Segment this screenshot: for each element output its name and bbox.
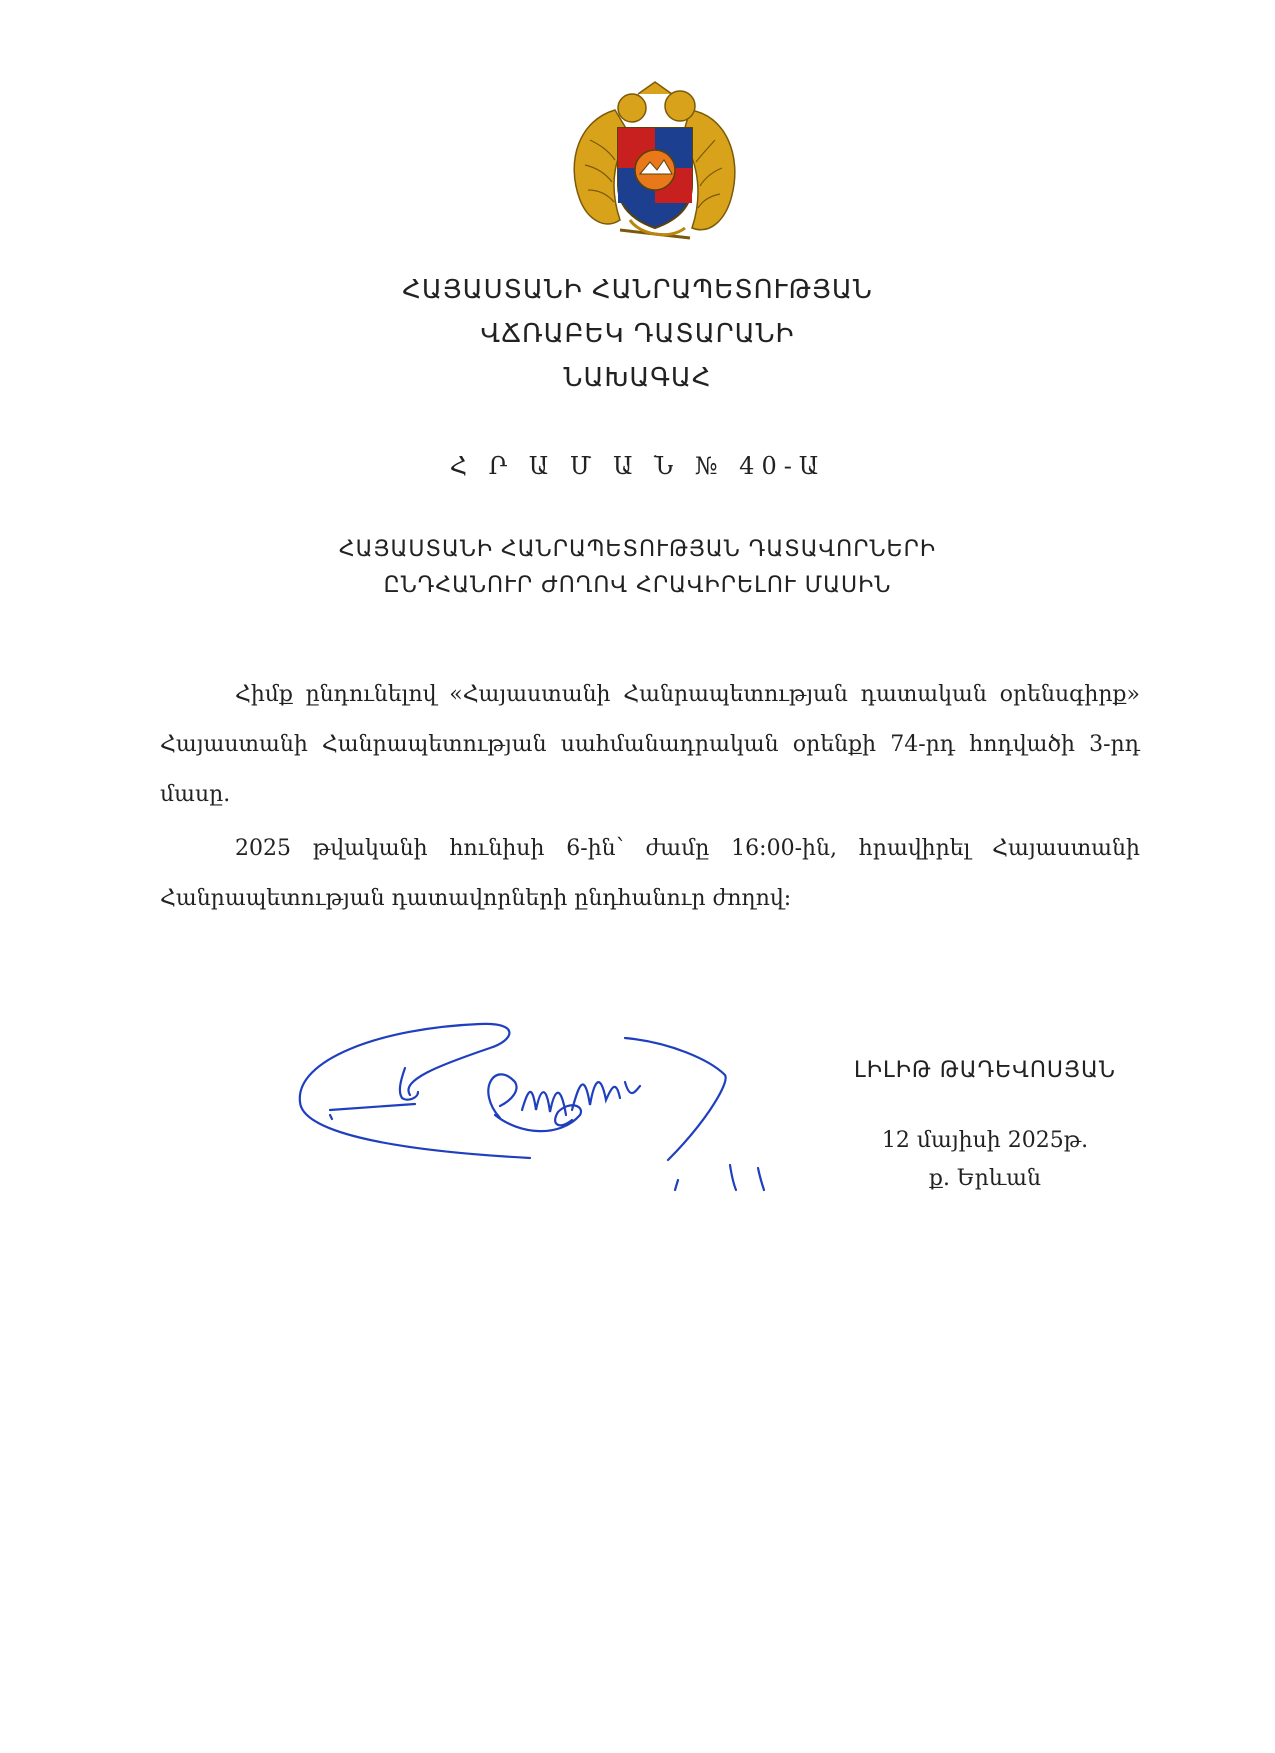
header-line-1: ՀԱՅԱՍՏԱՆԻ ՀԱՆՐԱՊԵՏՈՒԹՅԱՆ — [402, 275, 873, 305]
header-line-3: ՆԱԽԱԳԱՀ — [563, 363, 712, 393]
body-paragraph-2: 2025 թվականի հունիսի 6-ին՝ ժամը 16:00-ին, հրավիրել Հայաստանի Հանրապետության դատավորների ընդհանուր ժողով: — [160, 836, 1140, 911]
subject-line-2: ԸՆԴՀԱՆՈՒՐ ԺՈՂՈՎ ՀՐԱՎԻՐԵԼՈՒ ՄԱՍԻՆ — [383, 573, 892, 598]
issue-date: 12 մայիսի 2025թ. — [881, 1128, 1089, 1153]
header-line-2: ՎՃՌԱԲԵԿ ԴԱՏԱՐԱՆԻ — [480, 319, 795, 349]
order-title: Հ Ր Ա Մ Ա Ն № 40-Ա — [449, 452, 826, 480]
signer-name: ԼԻԼԻԹ ԹԱԴԵՎՈՍՅԱՆ — [854, 1058, 1116, 1083]
date-place-block — [820, 1122, 1150, 1198]
coat-of-arms-icon — [560, 70, 750, 250]
issuer-header — [0, 268, 1275, 400]
body-paragraph-1: Հիմք ընդունելով «Հայաստանի Հանրապետության դատական օրենսգիրք» Հայաստանի Հանրապետության սահմանադրական օրենքի 74-րդ հոդվածի 3-րդ մասը. — [160, 682, 1140, 807]
handwritten-signature-icon — [290, 1020, 850, 1220]
order-body — [160, 670, 1140, 928]
issue-place: ք. Երևան — [928, 1166, 1042, 1191]
subject-line-1: ՀԱՅԱՍՏԱՆԻ ՀԱՆՐԱՊԵՏՈՒԹՅԱՆ ԴԱՏԱՎՈՐՆԵՐԻ — [338, 537, 937, 562]
order-subject — [0, 532, 1275, 604]
